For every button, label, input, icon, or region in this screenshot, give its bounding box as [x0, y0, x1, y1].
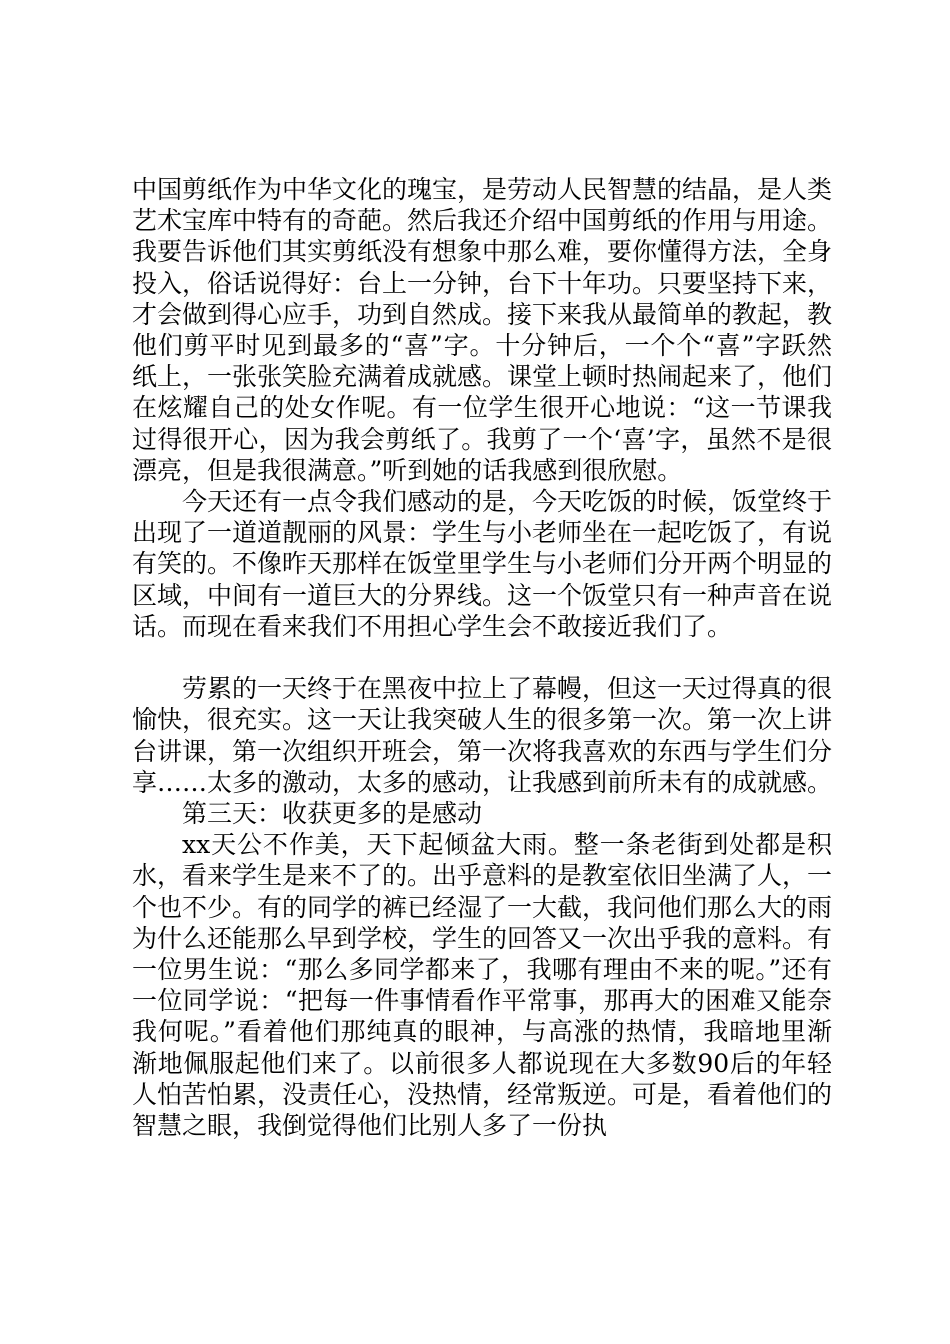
paragraph-rainy-day: xx天公不作美，天下起倾盆大雨。整一条老街到处都是积水，看来学生是来不了的。出乎意料的是教室依旧坐满了人，一个也不少。有的同学的裤已经湿了一大截，我问他们那么大的雨为什么还能那么早到学校，学生的回答又一次出乎我的意料。有一位男生说：“那么多同学都来了，我哪有理由不来的呢。”还有一位同学说：“把每一件事情看作平常事，那再大的困难又能奈我何呢。”看着他们那纯真的眼神，与高涨的热情，我暗地里渐渐地佩服起他们来了。以前很多人都说现在大多数90后的年轻人怕苦怕累，没责任心，没热情，经常叛逆。可是，看着他们的智慧之眼，我倒觉得他们比别人多了一份执	[132, 830, 833, 1141]
section-heading-day-three: 第三天：收获更多的是感动	[182, 799, 483, 829]
paragraph-gap	[132, 642, 832, 673]
paragraph-canteen: 今天还有一点令我们感动的是，今天吃饭的时候，饭堂终于出现了一道道靓丽的风景：学生与小老师坐在一起吃饭了，有说有笑的。不像昨天那样在饭堂里学生与小老师们分开两个明显的区域，中间有一道巨大的分界线。这一个饭堂只有一种声音在说话。而现在看来我们不用担心学生会不敢接近我们了。	[132, 487, 833, 641]
paragraph-paper-cutting-lesson: 中国剪纸作为中华文化的瑰宝，是劳动人民智慧的结晶，是人类艺术宝库中特有的奇葩。然后我还介绍中国剪纸的作用与用途。我要告诉他们其实剪纸没有想象中那么难，要你懂得方法，全身投入，俗话说得好：台上一分钟，台下十年功。只要坚持下来，才会做到得心应手，功到自然成。接下来我从最简单的教起，教他们剪平时见到最多的“喜”字。十分钟后，一个个“喜”字跃然纸上，一张张笑脸充满着成就感。课堂上顿时热闹起来了，他们在炫耀自己的处女作呢。有一位学生很开心地说：“这一节课我过得很开心，因为我会剪纸了。我剪了一个‘喜’字，虽然不是很漂亮，但是我很满意。”听到她的话我感到很欣慰。	[132, 175, 833, 485]
paragraph-day-summary: 劳累的一天终于在黑夜中拉上了幕幔，但这一天过得真的很愉快，很充实。这一天让我突破人生的很多第一次。第一次上讲台讲课，第一次组织开班会，第一次将我喜欢的东西与学生们分享……太多的激动，太多的感动，让我感到前所未有的成就感。	[132, 674, 833, 797]
document-page	[132, 174, 832, 1141]
